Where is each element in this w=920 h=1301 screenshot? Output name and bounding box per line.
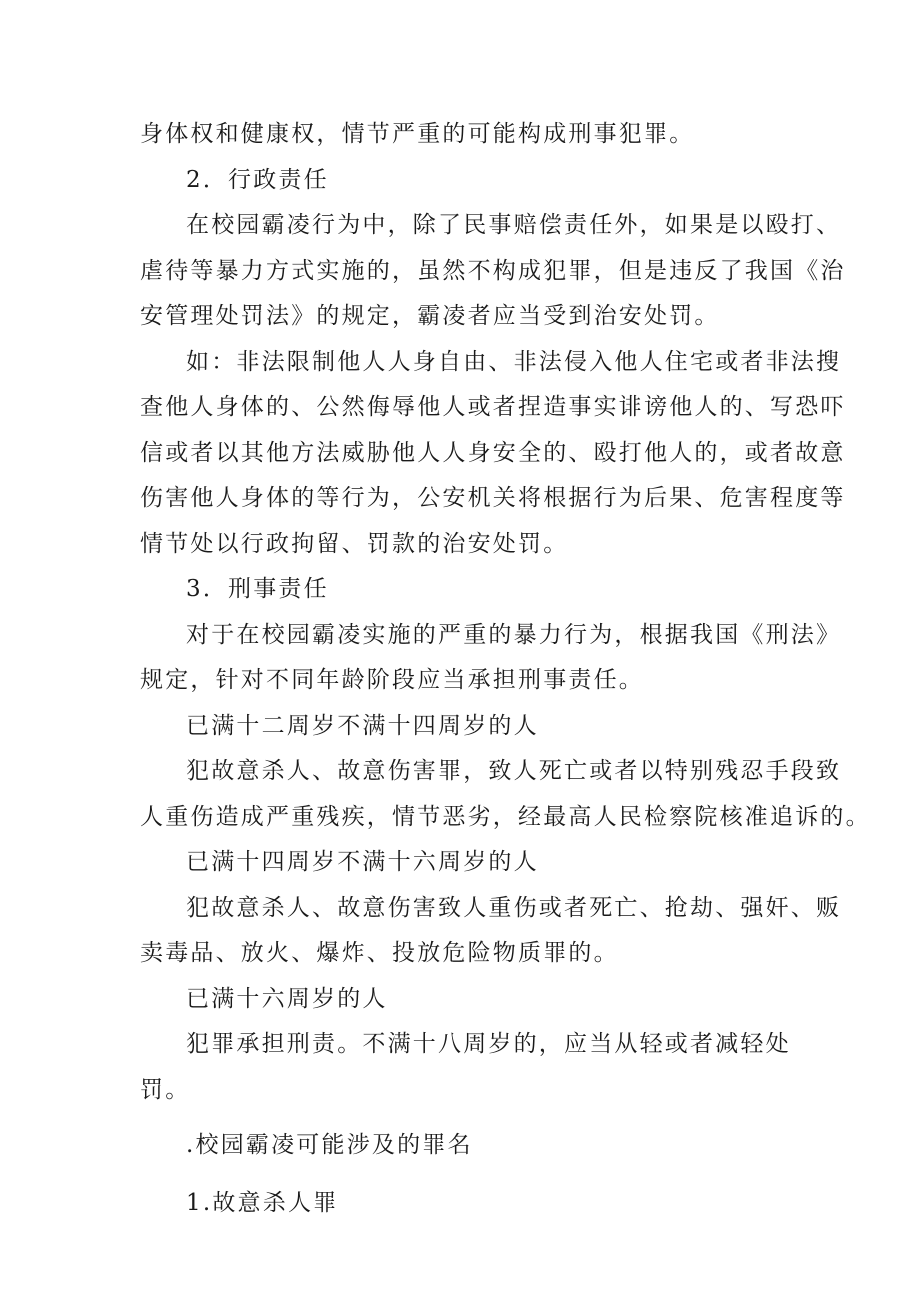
paragraph-line: 如：非法限制他人人身自由、非法侵入他人住宅或者非法搜 [186,348,842,375]
section-heading-possible-crimes: .校园霸凌可能涉及的罪名 [186,1132,473,1158]
age-group-heading: 已满十二周岁不满十四周岁的人 [186,712,539,739]
paragraph-line: 情节处以行政拘留、罚款的治安处罚。 [140,530,569,557]
paragraph-line: 犯罪承担刑责。不满十八周岁的，应当从轻或者减轻处 [186,1031,791,1057]
paragraph-line: 伤害他人身体的等行为，公安机关将根据行为后果、危害程度等 [140,485,846,511]
section-heading-administrative-liability: 2．行政责任 [186,166,329,193]
paragraph-line: 在校园霸凌行为中，除了民事赔偿责任外，如果是以殴打、 [186,212,842,238]
paragraph-line: 信或者以其他方法威胁他人人身安全的、殴打他人的，或者故意 [140,439,846,466]
age-group-heading: 已满十四周岁不满十六周岁的人 [186,849,539,875]
paragraph-line: 人重伤造成严重残疾，情节恶劣，经最高人民检察院核准追诉的。 [140,803,871,830]
section-heading-criminal-liability: 3．刑事责任 [186,576,329,602]
paragraph-line: 规定，针对不同年龄阶段应当承担刑事责任。 [140,667,644,693]
list-item-intentional-homicide: 1.故意杀人罪 [186,1189,339,1216]
paragraph-line: 卖毒品、放火、爆炸、投放危险物质罪的。 [140,940,619,966]
document-body [140,112,871,1226]
age-group-heading: 已满十六周岁的人 [186,985,388,1012]
paragraph-line: 查他人身体的、公然侮辱他人或者捏造事实诽谤他人的、写恐吓 [140,394,846,420]
paragraph-line: 虐待等暴力方式实施的，虽然不构成犯罪，但是违反了我国《治 [140,257,846,284]
paragraph-line: 身体权和健康权，情节严重的可能构成刑事犯罪。 [140,121,695,147]
paragraph-line: 罚。 [140,1076,191,1103]
paragraph-line: 犯故意杀人、故意伤害罪，致人死亡或者以特别残忍手段致 [186,758,842,784]
paragraph-line: 对于在校园霸凌实施的严重的暴力行为，根据我国《刑法》 [186,621,842,648]
paragraph-line: 犯故意杀人、故意伤害致人重伤或者死亡、抢劫、强奸、贩 [186,894,842,921]
paragraph-line: 安管理处罚法》的规定，霸凌者应当受到治安处罚。 [140,303,720,329]
